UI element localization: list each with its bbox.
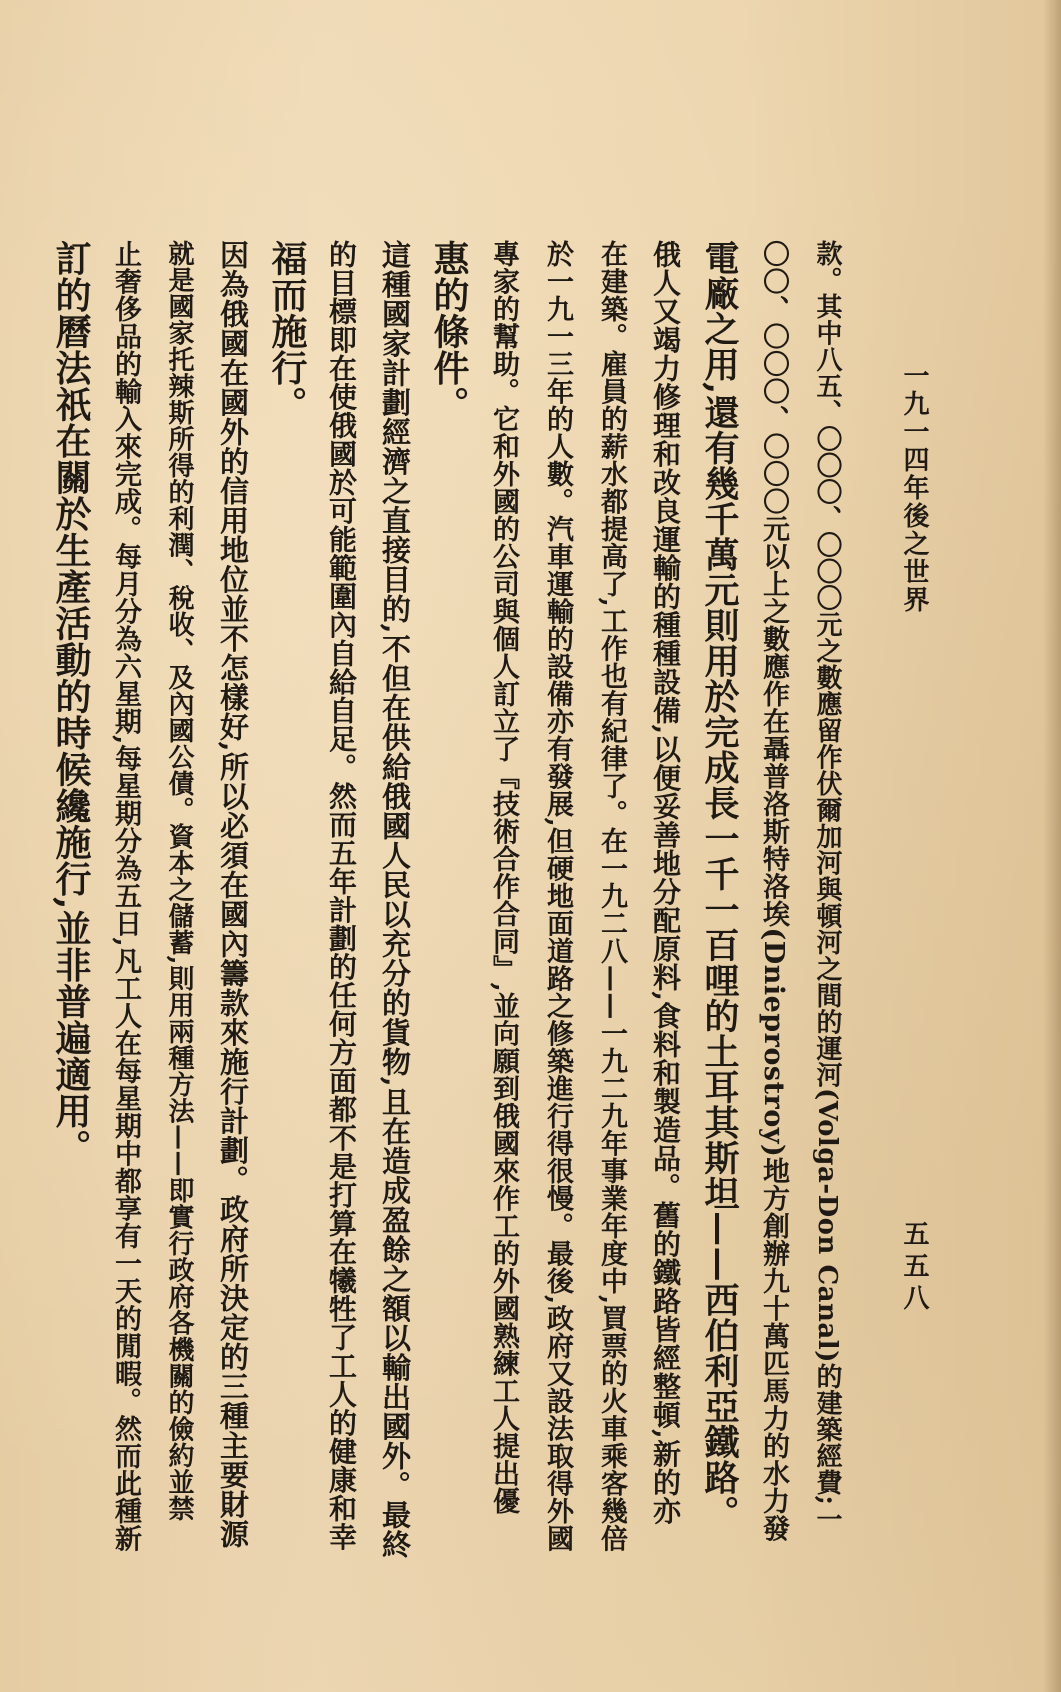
text-column-6: 於一九一三年的人數。汽車運輸的設備亦有發展,但硬地面道路之修築進行得很慢。最後,政府又設法取得外國 xyxy=(542,240,573,1553)
text-column-12: 福而施行。 xyxy=(266,240,308,423)
text-column-3: 電廠之用,還有幾千萬元則用於完成長一千一百哩的土耳其斯坦——西伯利亞鐵路。 xyxy=(699,240,740,1531)
page-number: 五五八 xyxy=(899,1220,929,1316)
text-column-1: 款。其中八五、〇〇〇、〇〇〇元之數應留作伏爾加河與頓河之間的運河(Volga-Don Canal)的建築經費;一 xyxy=(812,240,842,1533)
text-column-5: 在建築。雇員的薪水都提高了,工作也有紀律了。在一九二八——一九二九年事業年度中,買票的火車乘客幾倍 xyxy=(596,240,627,1553)
text-column-16: 止奢侈品的輸入來完成。每月分為六星期,每星期分為五日,凡工人在每星期中都享有一天的閒暇。然而此種新 xyxy=(110,240,141,1553)
running-title: 一九一四年後之世界 xyxy=(899,362,929,614)
text-column-14: 因為俄國在國外的信用地位並不怎樣好,所以必須在國內籌款來施行計劃。政府所決定的三種主要財源 xyxy=(216,240,250,1549)
page-edge-shadow xyxy=(1043,0,1061,1692)
text-column-2: 〇〇、〇〇〇、〇〇〇元以上之數應作在聶普洛斯特洛埃(Dnieprostroy)地方創辦九十萬匹馬力的水力發 xyxy=(758,240,789,1543)
text-column-4: 俄人又竭力修理和改良運輸的種種設備,以便妥善地分配原料,食料和製造品。舊的鐵路皆經整頓,新的亦 xyxy=(649,240,682,1525)
text-column-7: 專家的幫助。它和外國的公司與個人訂立了『技術合作合同』,並向願到俄國來作工的外國熟練工人提出優 xyxy=(488,240,519,1515)
body-text xyxy=(44,240,854,1560)
text-column-10: 這種國家計劃經濟之直接目的,不但在供給俄國人民以充分的貨物,且在造成盈餘之額以輸出國外。最終 xyxy=(378,240,412,1560)
text-column-17: 訂的曆法祇在關於生產活動的時候纔施行,並非普遍適用。 xyxy=(50,240,92,1166)
text-column-8: 惠的條件。 xyxy=(428,240,470,423)
text-column-15: 就是國家托辣斯所得的利潤、稅收、及內國公債。資本之儲蓄,則用兩種方法——即實行政府各機關的儉約並禁 xyxy=(164,240,194,1522)
text-column-11: 的目標即在使俄國於可能範圍內自給自足。然而五年計劃的任何方面都不是打算在犧牲了工人的健康和幸 xyxy=(325,240,358,1551)
